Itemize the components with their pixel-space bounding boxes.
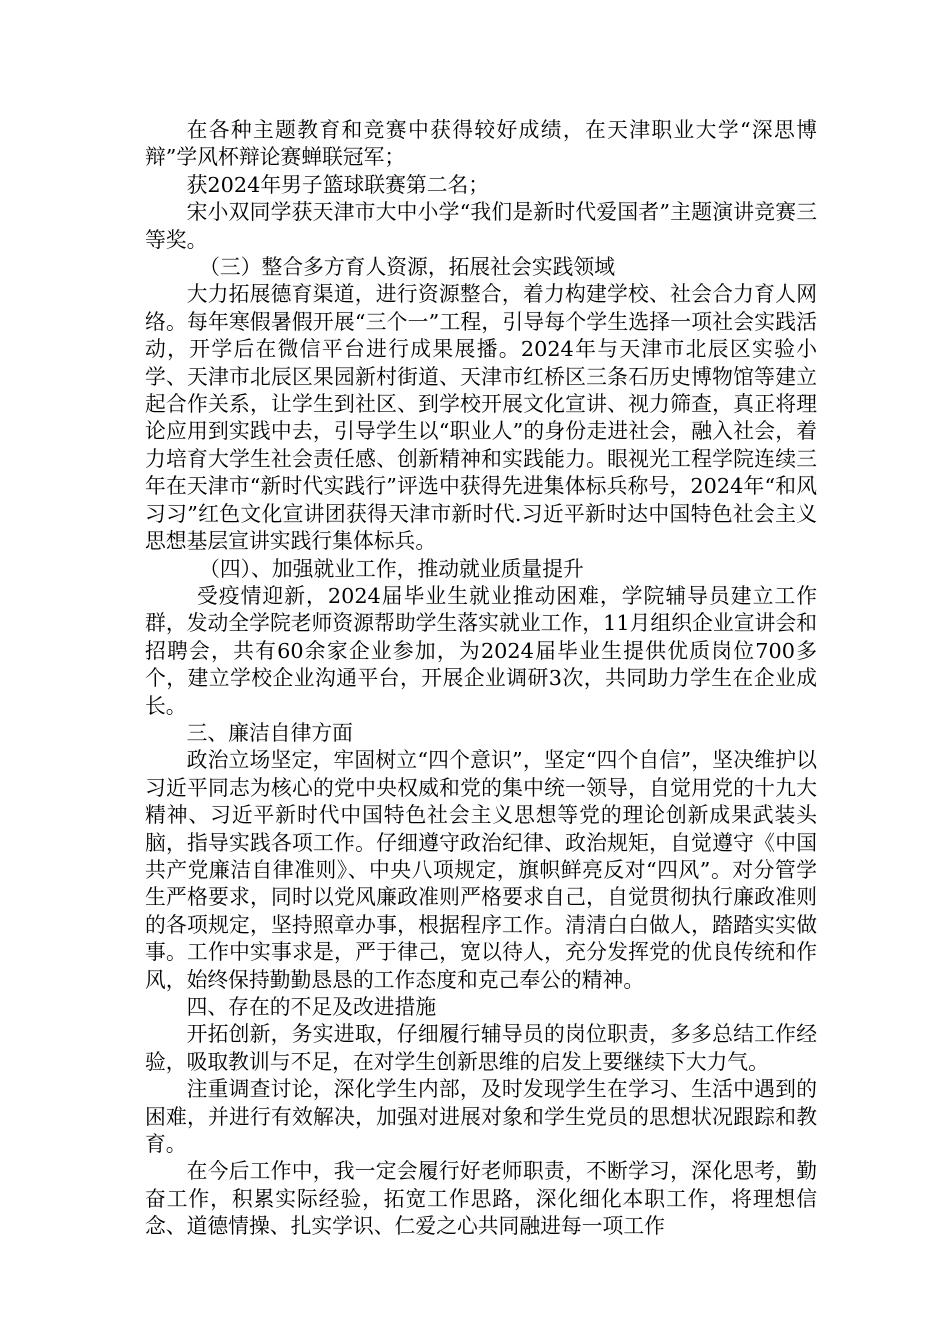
- paragraph-innovation: 开拓创新，务实进取，仔细履行辅导员的岗位职责，多多总结工作经验，吸取教训与不足，在对学生创新思维的启发上要继续下大力气。: [145, 1022, 817, 1074]
- section-heading-4: （四）、加强就业工作，推动就业质量提升: [199, 556, 584, 581]
- section-heading-shortcomings: 四、存在的不足及改进措施: [186, 995, 437, 1019]
- paragraph-speech-award: 宋小双同学获天津市大中小学“我们是新时代爱国者”主题演讲竞赛三等奖。: [145, 200, 817, 252]
- paragraph-employment: 受疫情迎新，2024届毕业生就业推动困难，学院辅导员建立工作群，发动全学院老师资源帮助学生落实就业工作，11月组织企业宣讲会和招聘会，共有60余家企业参加，为2024届毕业生提供优质岗位700多个，建立学校企业沟通平台，开展企业调研3次，共同助力学生在企业成长。: [145, 583, 817, 718]
- paragraph-basketball: 获2024年男子篮球联赛第二名；: [186, 172, 490, 197]
- section-heading-integrity: 三、廉洁自律方面: [186, 720, 353, 745]
- document-page: [145, 117, 817, 1241]
- paragraph-future-work: 在今后工作中，我一定会履行好老师职责，不断学习，深化思考，勤奋工作，积累实际经验，拓宽工作思路，深化细化本职工作，将理想信念、道德情操、扎实学识、仁爱之心共同融进每一项工作: [145, 1159, 817, 1239]
- section-heading-3: （三）整合多方育人资源，拓展社会实践领域: [199, 255, 616, 280]
- paragraph-investigation: 注重调查讨论，深化学生内部，及时发现学生在学习、生活中遇到的困难，并进行有效解决，加强对进展对象和学生党员的思想状况跟踪和教育。: [145, 1077, 817, 1157]
- paragraph-social-practice: 大力拓展德育渠道，进行资源整合，着力构建学校、社会合力育人网络。每年寒假暑假开展“三个一”工程，引导每个学生选择一项社会实践活动，开学后在微信平台进行成果展播。2024年与天津市北辰区实验小学、天津市北辰区果园新村街道、天津市红桥区三条石历史博物馆等建立起合作关系，让学生到社区、到学校开展文化宣讲、视力筛查，真正将理论应用到实践中去，引导学生以“职业人”的身份走进社会，融入社会，着力培育大学生社会责任感、创新精神和实践能力。眼视光工程学院连续三年在天津市“新时代实践行”评选中获得先进集体标兵称号，2024年“和风习习”红色文化宣讲团获得天津市新时代.习近平新时达中国特色社会主义思想基层宣讲实践行集体标兵。: [145, 282, 817, 554]
- paragraph-political-stance: 政治立场坚定，牢固树立“四个意识”，坚定“四个自信”，坚决维护以习近平同志为核心的党中央权威和党的集中统一领导，自觉用党的十九大精神、习近平新时代中国特色社会主义思想等党的理论创新成果武装头脑，指导实践各项工作。仔细遵守政治纪律、政治规矩，自觉遵守《中国共产党廉洁自律准则》、中央八项规定，旗帜鲜亮反对“四风”。对分管学生严格要求，同时以党风廉政准则严格要求自己，自觉贯彻执行廉政准则的各项规定，坚持照章办事，根据程序工作。清清白白做人，踏踏实实做事。工作中实事求是，严于律己，宽以待人，充分发挥党的优良传统和作风，始终保持勤勤恳恳的工作态度和克己奉公的精神。: [145, 748, 817, 992]
- paragraph-competition-results: 在各种主题教育和竞赛中获得较好成绩，在天津职业大学“深思博辩”学风杯辩论赛蝉联冠军；: [145, 118, 817, 170]
